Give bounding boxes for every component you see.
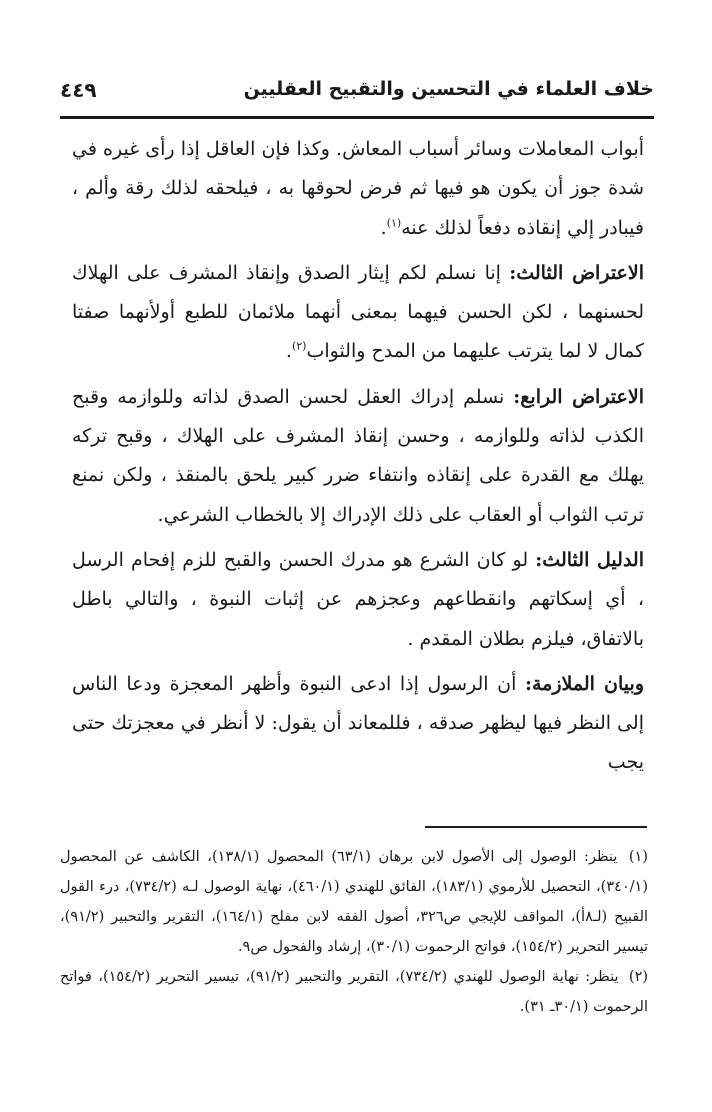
paragraph (72, 541, 644, 659)
header-divider (60, 116, 654, 119)
paragraph (72, 378, 644, 535)
footnote (60, 962, 648, 1022)
paragraph-text: لو كان الشرع هو مدرك الحسن والقبح للزم إفحام الرسل ، أي إسكاتهم وانقطاعهم وعجزهم عن إثبات النبوة ، والتالي باطل بالاتفاق، فيلزم بطلان المقدم . (72, 548, 644, 650)
paragraph-lead: الاعتراض الثالث: (509, 261, 644, 284)
main-text (72, 130, 644, 789)
footnote-text: ينظر: نهاية الوصول للهندي (٧٣٤/٢)، التقرير والتحبير (٩١/٢)، تيسير التحرير (١٥٤/٢)، فواتح الرحموت (٣٠/١ـ ٣١). (60, 969, 648, 1015)
paragraph (72, 254, 644, 372)
footnote (60, 842, 648, 962)
paragraph-lead: الدليل الثالث: (535, 548, 645, 571)
paragraph (72, 665, 644, 783)
paragraph-lead: الاعتراض الرابع: (513, 385, 644, 408)
page-number: ٤٤٩ (60, 78, 97, 102)
footnote-ref: (١) (386, 216, 402, 230)
paragraph (72, 130, 644, 248)
footnote-divider (425, 826, 647, 828)
paragraph-text: أن الرسول إذا ادعى النبوة وأظهر المعجزة ودعا الناس إلى النظر فيها ليظهر صدقه ، فللمعاند أن يقول: لا أنظر في معجزتك حتى يجب (72, 672, 644, 774)
footnote-text: ينظر: الوصول إلى الأصول لابن برهان (٦٣/١) المحصول (١٣٨/١)، الكاشف عن المحصول (٣٤٠/١)، التحصيل للأرموي (١٨٣/١)، الفائق للهندي (٤٦٠/١)، نهاية الوصول لـه (٧٣٤/٢)، درء القول القبيح (لـ٨أ)، المواقف للإيجي ص٣٢٦، أصول الفقه لابن مفلح (١٦٤/١)، التقرير والتحبير (٩١/٢)، تيسير التحرير (١٥٤/٢)، فواتح الرحموت (٣٠/١)، إرشاد والفحول ص٩. (60, 849, 649, 955)
paragraph-lead: وبيان الملازمة: (524, 672, 644, 695)
footnote-number: (١) (628, 849, 648, 865)
paragraph-text: أبواب المعاملات وسائر أسباب المعاش. وكذا فإن العاقل إذا رأى غيره في شدة جوز أن يكون هو فيها ثم فرض لحوقها به ، فيلحقه لذلك رقة وألم ، فيبادر إلي إنقاذه دفعاً لذلك عنه (72, 138, 644, 239)
paragraph-text: إنا نسلم لكم إيثار الصدق وإنقاذ المشرف على الهلاك لحسنهما ، لكن الحسن فيهما بمعنى أنهما ملائمان للطبع أولأنهما صفتا كمال لا لما يترتب عليهما من المدح والثواب (72, 261, 644, 363)
footnotes (60, 842, 648, 1022)
footnote-ref: (٢) (291, 340, 307, 354)
running-title: خلاف العلماء في التحسين والتقبيح العقليين (243, 78, 654, 100)
paragraph-tail: . (380, 216, 387, 239)
paragraph-tail: . (285, 340, 292, 363)
page-header (60, 78, 654, 118)
paragraph-text: نسلم إدراك العقل لحسن الصدق لذاته وللوازمه وقبح الكذب لذاته وللوازمه ، وحسن إنقاذ المشرف على الهلاك ، وقبح تركه يهلك مع القدرة على إنقاذه وانتفاء ضرر كبير يلحق بالمنقذ ، ولكن نمنع ترتب الثواب أو العقاب على ذلك الإدراك إلا بالخطاب الشرعي. (72, 385, 644, 526)
footnote-number: (٢) (628, 969, 649, 985)
